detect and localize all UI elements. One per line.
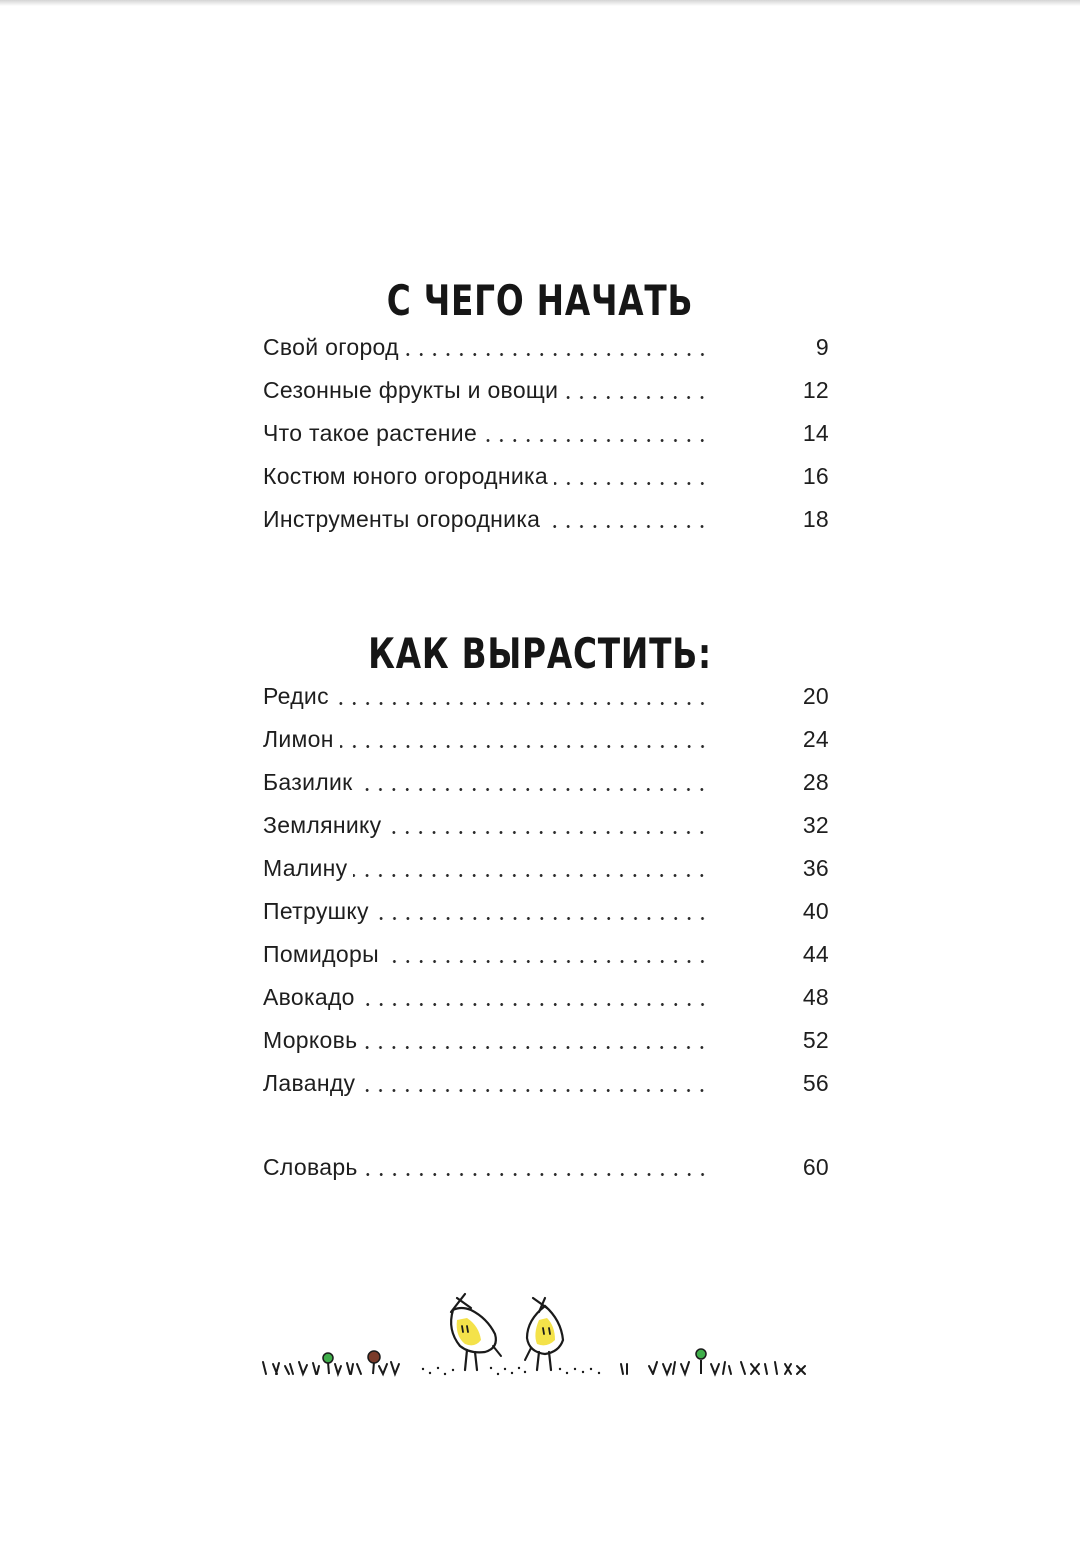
toc-entry[interactable]	[263, 847, 829, 890]
toc-entry[interactable]	[263, 976, 829, 1019]
birds-pecking-in-grass-icon	[255, 1290, 835, 1390]
bird-right	[525, 1298, 563, 1370]
toc-entry[interactable]	[263, 890, 829, 933]
toc-entry-page: 44	[802, 941, 829, 967]
toc-entry-title: Что такое растение	[263, 420, 478, 446]
toc-entry[interactable]	[263, 412, 829, 455]
toc-entry[interactable]	[263, 1019, 829, 1062]
toc-entry-title: Лаванду	[263, 1070, 356, 1096]
toc-entry[interactable]	[263, 804, 829, 847]
toc-entry-title: Редис	[263, 683, 329, 709]
dot-leader	[564, 396, 709, 399]
flower-brown	[368, 1351, 380, 1374]
toc-entry[interactable]	[263, 933, 829, 976]
dot-leader	[361, 1003, 709, 1006]
dot-leader	[340, 745, 709, 748]
toc-entry-title: Малину	[263, 855, 348, 881]
toc-entry[interactable]	[263, 675, 829, 718]
toc-entry-page: 36	[802, 855, 829, 881]
toc-entry-page: 20	[802, 683, 829, 709]
toc-entry-title: Словарь	[263, 1154, 358, 1180]
toc-entry-page: 56	[802, 1070, 829, 1096]
toc-entry-page: 32	[802, 812, 829, 838]
toc-entry-glossary[interactable]	[263, 1146, 829, 1189]
toc-entry-title: Авокадо	[263, 984, 355, 1010]
toc-entry-page: 40	[802, 898, 829, 924]
toc-entry-page: 52	[802, 1027, 829, 1053]
toc-entry-title: Свой огород	[263, 334, 399, 360]
dot-leader	[387, 831, 709, 834]
toc-entry-page: 24	[802, 726, 829, 752]
dot-leader	[363, 1046, 709, 1049]
toc-entry-page: 18	[802, 506, 829, 532]
dot-leader	[358, 788, 709, 791]
dot-leader	[385, 960, 709, 963]
toc-entry-title: Петрушку	[263, 898, 369, 924]
toc-entry-page: 28	[802, 769, 829, 795]
toc-list-glossary	[263, 1146, 829, 1189]
bird-left	[451, 1294, 501, 1370]
dot-leader	[546, 525, 709, 528]
toc-entry-title: Костюм юного огородника	[263, 463, 548, 489]
scattered-seeds	[422, 1367, 600, 1375]
toc-entry-page: 14	[802, 420, 829, 446]
toc-entry[interactable]	[263, 455, 829, 498]
toc-entry-page: 60	[802, 1154, 829, 1180]
toc-list-how-to-grow	[263, 675, 829, 1105]
dot-leader	[554, 482, 709, 485]
section-heading-how-to-grow: КАК ВЫРАСТИТЬ:	[368, 629, 712, 679]
toc-entry[interactable]	[263, 761, 829, 804]
toc-entry-title: Землянику	[263, 812, 382, 838]
toc-entry[interactable]	[263, 369, 829, 412]
dot-leader	[335, 702, 709, 705]
toc-entry-page: 12	[802, 377, 829, 403]
dot-leader	[353, 874, 709, 877]
toc-entry[interactable]	[263, 718, 829, 761]
toc-entry-title: Морковь	[263, 1027, 358, 1053]
toc-entry[interactable]	[263, 326, 829, 369]
dot-leader	[361, 1089, 709, 1092]
toc-list-start	[263, 326, 829, 541]
flower-green-right	[696, 1349, 706, 1374]
toc-entry-title: Помидоры	[263, 941, 379, 967]
scan-edge	[0, 0, 1080, 6]
toc-entry-title: Сезонные фрукты и овощи	[263, 377, 559, 403]
toc-entry-title: Лимон	[263, 726, 334, 752]
toc-entry-page: 9	[815, 334, 829, 360]
dot-leader	[483, 439, 709, 442]
dot-leader	[375, 917, 709, 920]
toc-entry[interactable]	[263, 1062, 829, 1105]
dot-leader	[405, 353, 709, 356]
toc-entry-page: 16	[802, 463, 829, 489]
grass-strokes-right	[621, 1362, 805, 1374]
dot-leader	[364, 1173, 709, 1176]
grass-strokes-left	[263, 1362, 399, 1374]
toc-entry-title: Инструменты огородника	[263, 506, 541, 532]
flower-green-left	[323, 1353, 333, 1374]
toc-entry-page: 48	[802, 984, 829, 1010]
toc-entry-title: Базилик	[263, 769, 353, 795]
section-heading-start: С ЧЕГО НАЧАТЬ	[386, 276, 694, 326]
toc-entry[interactable]	[263, 498, 829, 541]
